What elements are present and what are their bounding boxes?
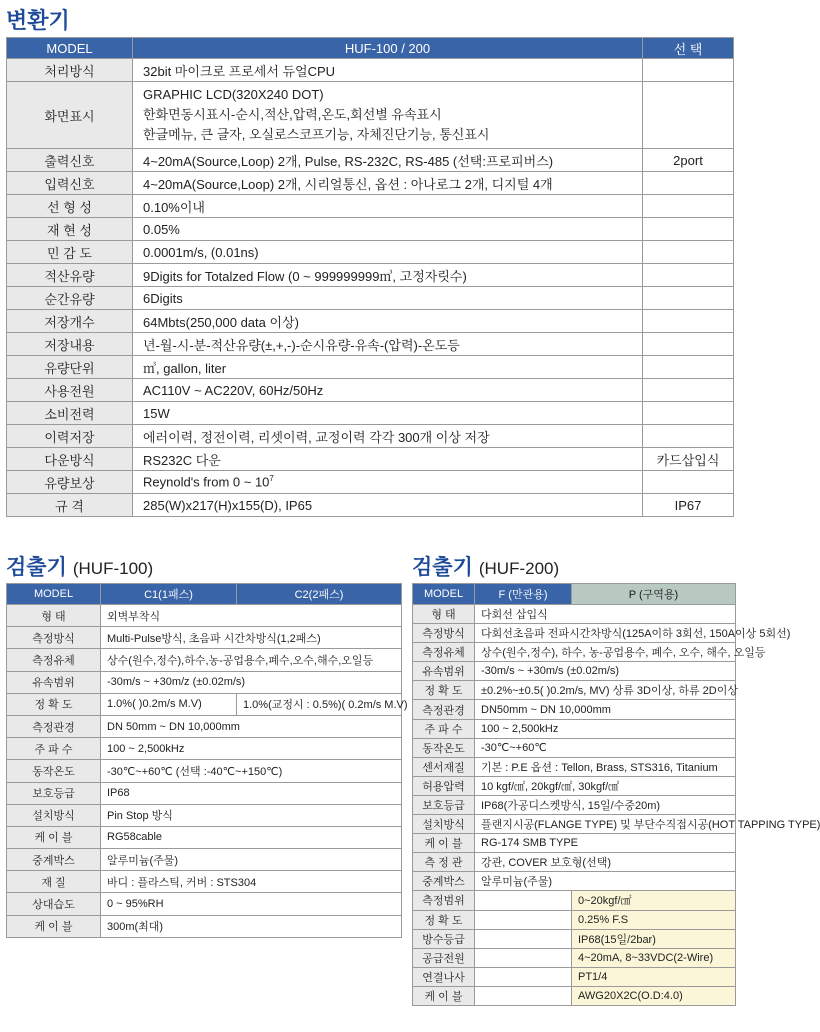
huf200-pressure-row [413, 910, 736, 929]
huf100-spec-table [6, 583, 408, 938]
spec-label: 입력신호 [7, 172, 133, 195]
huf200-label: 측정방식 [413, 624, 475, 643]
huf200-p-value: IP68(15일/2bar) [572, 929, 736, 948]
spec-value [133, 425, 643, 448]
huf200-label: 주 파 수 [413, 719, 475, 738]
spec-value [133, 310, 643, 333]
spec-label: 규 격 [7, 494, 133, 517]
spec-value-text: 64Mbts(250,000 data 이상) [143, 314, 299, 330]
huf100-model-header: MODEL [7, 584, 101, 605]
huf200-label: 동작온도 [413, 738, 475, 757]
huf200-value: 다회선초음파 전파시간차방식(125A이하 3회선, 150A이상 5회선) [475, 624, 736, 643]
huf200-p-value: AWG20X2C(O.D:4.0) [572, 986, 736, 1005]
huf200-model-header: MODEL [413, 584, 475, 605]
huf200-f-empty [475, 967, 572, 986]
huf200-label: 방수등급 [413, 929, 475, 948]
huf100-row [7, 871, 402, 893]
huf200-f-empty [475, 929, 572, 948]
huf200-row [413, 624, 736, 643]
huf200-p-value: PT1/4 [572, 967, 736, 986]
sensor-huf200-title-text: 검출기 [412, 556, 473, 579]
spec-row [7, 287, 734, 310]
huf200-label: 형 태 [413, 605, 475, 624]
spec-row [7, 172, 734, 195]
spec-row [7, 310, 734, 333]
huf200-value: 10 kgf/㎠, 20kgf/㎠, 30kgf/㎠ [475, 776, 736, 795]
huf200-f-header: F (만관용) [475, 584, 572, 605]
huf200-label: 측정범위 [413, 891, 475, 910]
huf200-value: IP68(가공디스켓방식, 15일/수중20m) [475, 795, 736, 814]
huf200-label: 측정관경 [413, 700, 475, 719]
huf200-value: 알루미늄(주물) [475, 872, 736, 891]
huf200-value: 다회선 삽입식 [475, 605, 736, 624]
huf100-label: 중계박스 [7, 849, 101, 871]
spec-value [133, 218, 643, 241]
huf200-row [413, 662, 736, 681]
spec-option [643, 241, 734, 264]
option-header: 선 택 [643, 38, 734, 59]
huf200-p-header: P (구역용) [572, 584, 736, 605]
spec-label: 순간유량 [7, 287, 133, 310]
huf100-value: IP68 [101, 782, 402, 804]
huf200-pressure-row [413, 929, 736, 948]
huf200-f-empty [475, 986, 572, 1005]
huf200-value: ±0.2%~±0.5( )0.2m/s, MV) 상류 3D이상, 하류 2D이상 [475, 681, 736, 700]
huf100-value: 바디 : 플라스틱, 커버 : STS304 [101, 871, 402, 893]
spec-value [133, 264, 643, 287]
spec-row [7, 218, 734, 241]
huf100-row [7, 649, 402, 671]
huf200-pressure-row [413, 986, 736, 1005]
huf200-label: 공급전원 [413, 948, 475, 967]
huf200-label: 케 이 블 [413, 834, 475, 853]
huf200-label: 측정유체 [413, 643, 475, 662]
spec-row [7, 333, 734, 356]
huf100-c1-header: C1(1패스) [101, 584, 237, 605]
huf100-label: 보호등급 [7, 782, 101, 804]
huf100-label: 형 태 [7, 605, 101, 627]
huf200-row [413, 834, 736, 853]
model-header: MODEL [7, 38, 133, 59]
huf100-row [7, 760, 402, 782]
huf200-value: DN50mm ~ DN 10,000mm [475, 700, 736, 719]
spec-value [133, 356, 643, 379]
huf200-value: 기본 : P.E 옵션 : Tellon, Brass, STS316, Titanium [475, 757, 736, 776]
huf200-row [413, 757, 736, 776]
spec-row [7, 379, 734, 402]
spec-option: 카드삽입식 [643, 448, 734, 471]
huf100-value: RG58cable [101, 826, 402, 848]
spec-row [7, 448, 734, 471]
huf100-label: 동작온도 [7, 760, 101, 782]
huf100-row [7, 804, 402, 826]
spec-row [7, 494, 734, 517]
spec-value [133, 287, 643, 310]
huf200-value: -30℃~+60℃ [475, 738, 736, 757]
spec-value [133, 471, 643, 494]
huf100-row [7, 671, 402, 693]
spec-option [643, 379, 734, 402]
spec-option [643, 287, 734, 310]
spec-option [643, 310, 734, 333]
huf100-row [7, 893, 402, 915]
spec-row [7, 195, 734, 218]
spec-row [7, 264, 734, 287]
huf100-label: 측정관경 [7, 715, 101, 737]
spec-label: 다운방식 [7, 448, 133, 471]
huf100-c2-accuracy: 1.0%(교정시 : 0.5%)( 0.2m/s M.V) [237, 693, 402, 715]
huf200-label: 설치방식 [413, 815, 475, 834]
spec-row [7, 59, 734, 82]
huf200-pressure-row [413, 891, 736, 910]
huf100-label: 케 이 블 [7, 915, 101, 937]
spec-option [643, 425, 734, 448]
huf200-row [413, 643, 736, 662]
huf200-row [413, 700, 736, 719]
huf200-pressure-row [413, 948, 736, 967]
spec-row [7, 149, 734, 172]
spec-label: 사용전원 [7, 379, 133, 402]
huf100-value: 알루미늄(주물) [101, 849, 402, 871]
spec-value [133, 448, 643, 471]
spec-value [133, 379, 643, 402]
huf200-row [413, 853, 736, 872]
spec-row [7, 471, 734, 494]
huf100-value: Pin Stop 방식 [101, 804, 402, 826]
huf100-value: -30℃~+60℃ (선택 :-40℃~+150℃) [101, 760, 402, 782]
huf200-p-value: 4~20mA, 8~33VDC(2-Wire) [572, 948, 736, 967]
huf200-row [413, 815, 736, 834]
model-value-header: HUF-100 / 200 [133, 38, 643, 59]
spec-value-text: 년-월-시-분-적산유량(±,+,-)-순시유량-유속-(압력)-온도등 [143, 337, 460, 353]
spec-value-text: 15W [143, 405, 170, 421]
spec-label: 저장개수 [7, 310, 133, 333]
spec-value-text: 에러이력, 정전이력, 리셋이력, 교정이력 각각 300개 이상 저장 [143, 429, 490, 445]
spec-option [643, 471, 734, 494]
huf100-value: DN 50mm ~ DN 10,000mm [101, 715, 402, 737]
spec-label: 유량보상 [7, 471, 133, 494]
spec-option [643, 356, 734, 379]
huf200-row [413, 719, 736, 738]
huf200-value: RG-174 SMB TYPE [475, 834, 736, 853]
huf200-label: 정 확 도 [413, 681, 475, 700]
huf100-row [7, 715, 402, 737]
spec-value [133, 59, 643, 82]
sensor-huf200-title [412, 551, 559, 581]
huf200-value: 상수(원수,정수), 하수, 농-공업용수, 폐수, 오수, 해수, 오일등 [475, 643, 736, 662]
huf200-value: 강관, COVER 보호형(선택) [475, 853, 736, 872]
huf100-label: 케 이 블 [7, 826, 101, 848]
spec-value [133, 402, 643, 425]
huf200-row [413, 776, 736, 795]
spec-label: 민 감 도 [7, 241, 133, 264]
huf200-row [413, 795, 736, 814]
huf100-label: 재 질 [7, 871, 101, 893]
spec-label: 유량단위 [7, 356, 133, 379]
huf200-p-value: 0~20kgf/㎠ [572, 891, 736, 910]
spec-label: 저장내용 [7, 333, 133, 356]
huf100-row [7, 915, 402, 937]
huf100-value: 0 ~ 95%RH [101, 893, 402, 915]
spec-label: 처리방식 [7, 59, 133, 82]
spec-value [133, 494, 643, 517]
huf100-row [7, 738, 402, 760]
huf200-label: 유속범위 [413, 662, 475, 681]
spec-value-text: 9Digits for Totalzed Flow (0 ~ 999999999㎥, 고정자릿수) [143, 268, 467, 284]
spec-value [133, 172, 643, 195]
huf100-value: 300m(최대) [101, 915, 402, 937]
sensor-huf100-title-text: 검출기 [6, 556, 67, 579]
huf100-label: 측정유체 [7, 649, 101, 671]
sensor-huf100-subtitle: (HUF-100) [72, 559, 154, 578]
spec-value-line: GRAPHIC LCD(320X240 DOT) [143, 87, 324, 102]
spec-label: 적산유량 [7, 264, 133, 287]
spec-option [643, 59, 734, 82]
huf200-value: -30m/s ~ +30m/s (±0.02m/s) [475, 662, 736, 681]
spec-option [643, 264, 734, 287]
huf100-value: 100 ~ 2,500kHz [101, 738, 402, 760]
huf200-row [413, 605, 736, 624]
huf100-row [7, 849, 402, 871]
huf100-row [7, 782, 402, 804]
huf200-label: 허용압력 [413, 776, 475, 795]
spec-option [643, 402, 734, 425]
huf200-label: 측 정 관 [413, 853, 475, 872]
converter-title: 변환기 [6, 8, 70, 33]
huf100-label: 주 파 수 [7, 738, 101, 760]
spec-value-line: 한화면동시표시-순시,적산,압력,온도,회선별 유속표시 [143, 107, 442, 122]
spec-label: 화면표시 [7, 82, 133, 149]
huf200-label: 중계박스 [413, 872, 475, 891]
spec-label: 이력저장 [7, 425, 133, 448]
huf200-pressure-row [413, 967, 736, 986]
spec-option [643, 333, 734, 356]
huf200-f-empty [475, 948, 572, 967]
huf200-value: 100 ~ 2,500kHz [475, 719, 736, 738]
spec-label: 출력신호 [7, 149, 133, 172]
spec-value-exponent: 7 [269, 474, 274, 484]
huf100-value: -30m/s ~ +30m/z (±0.02m/s) [101, 671, 402, 693]
spec-label: 소비전력 [7, 402, 133, 425]
spec-label: 재 현 성 [7, 218, 133, 241]
huf100-value: 외벽부착식 [101, 605, 402, 627]
spec-option: 2port [643, 149, 734, 172]
spec-row [7, 425, 734, 448]
huf200-spec-table [412, 583, 820, 1006]
spec-row [7, 82, 734, 149]
spec-option [643, 82, 734, 149]
huf200-label: 센서재질 [413, 757, 475, 776]
huf100-c2-header: C2(2패스) [237, 584, 402, 605]
spec-label: 선 형 성 [7, 195, 133, 218]
spec-value-text: 285(W)x217(H)x155(D), IP65 [143, 497, 313, 513]
huf200-label: 연결나사 [413, 967, 475, 986]
huf200-row [413, 872, 736, 891]
spec-row [7, 402, 734, 425]
spec-value [133, 333, 643, 356]
huf200-f-empty [475, 910, 572, 929]
spec-value-text: 4~20mA(Source,Loop) 2개, 시리얼통신, 옵션 : 아나로그 2개, 디지털 4개 [143, 176, 553, 192]
spec-row [7, 241, 734, 264]
huf100-label: 측정방식 [7, 627, 101, 649]
huf100-label: 설치방식 [7, 804, 101, 826]
huf100-c1-accuracy: 1.0%( )0.2m/s M.V) [101, 693, 237, 715]
huf200-value: 플랜지시공(FLANGE TYPE) 및 부단수직접시공(HOT TAPPING TYPE) [475, 815, 736, 834]
huf200-label: 정 확 도 [413, 910, 475, 929]
spec-value [133, 149, 643, 172]
huf100-label: 상대습도 [7, 893, 101, 915]
spec-value-text: 4~20mA(Source,Loop) 2개, Pulse, RS-232C, RS-485 (선택:프로피버스) [143, 153, 554, 169]
huf200-row [413, 681, 736, 700]
huf100-value: Multi-Pulse방식, 초음파 시간차방식(1,2패스) [101, 627, 402, 649]
huf100-row [7, 605, 402, 627]
spec-value-text: 32bit 마이크로 프로세서 듀얼CPU [143, 63, 336, 79]
huf200-label: 보호등급 [413, 795, 475, 814]
spec-value-text: Reynold's from 0 ~ 10 [143, 474, 270, 490]
huf200-row [413, 738, 736, 757]
spec-value-text: RS232C 다운 [143, 452, 221, 468]
huf100-row [7, 826, 402, 848]
converter-spec-table [6, 37, 734, 517]
spec-option: IP67 [643, 494, 734, 517]
huf100-label: 유속범위 [7, 671, 101, 693]
spec-option [643, 218, 734, 241]
spec-value [133, 241, 643, 264]
spec-value [133, 82, 643, 149]
spec-value-text: ㎥, gallon, liter [143, 360, 227, 376]
huf200-f-empty [475, 891, 572, 910]
huf100-label: 정 확 도 [7, 693, 101, 715]
spec-value-text: 0.10%이내 [143, 199, 205, 215]
spec-value-text: 0.05% [143, 221, 180, 237]
spec-value-text: 6Digits [143, 290, 183, 306]
huf200-p-value: 0.25% F.S [572, 910, 736, 929]
spec-value-line: 한글메뉴, 큰 글자, 오실로스코프기능, 자체진단기능, 통신표시 [143, 127, 490, 142]
sensor-huf200-subtitle: (HUF-200) [478, 559, 560, 578]
spec-option [643, 172, 734, 195]
huf100-row [7, 627, 402, 649]
spec-value-text: 0.0001m/s, (0.01ns) [143, 244, 259, 260]
spec-value-text: AC110V ~ AC220V, 60Hz/50Hz [143, 382, 324, 398]
sensor-huf100-title [6, 551, 153, 581]
huf100-accuracy-row [7, 693, 402, 715]
huf200-label: 케 이 블 [413, 986, 475, 1005]
spec-option [643, 195, 734, 218]
spec-value [133, 195, 643, 218]
huf100-value: 상수(원수,정수),하수,농-공업용수,폐수,오수,해수,오일등 [101, 649, 402, 671]
spec-row [7, 356, 734, 379]
